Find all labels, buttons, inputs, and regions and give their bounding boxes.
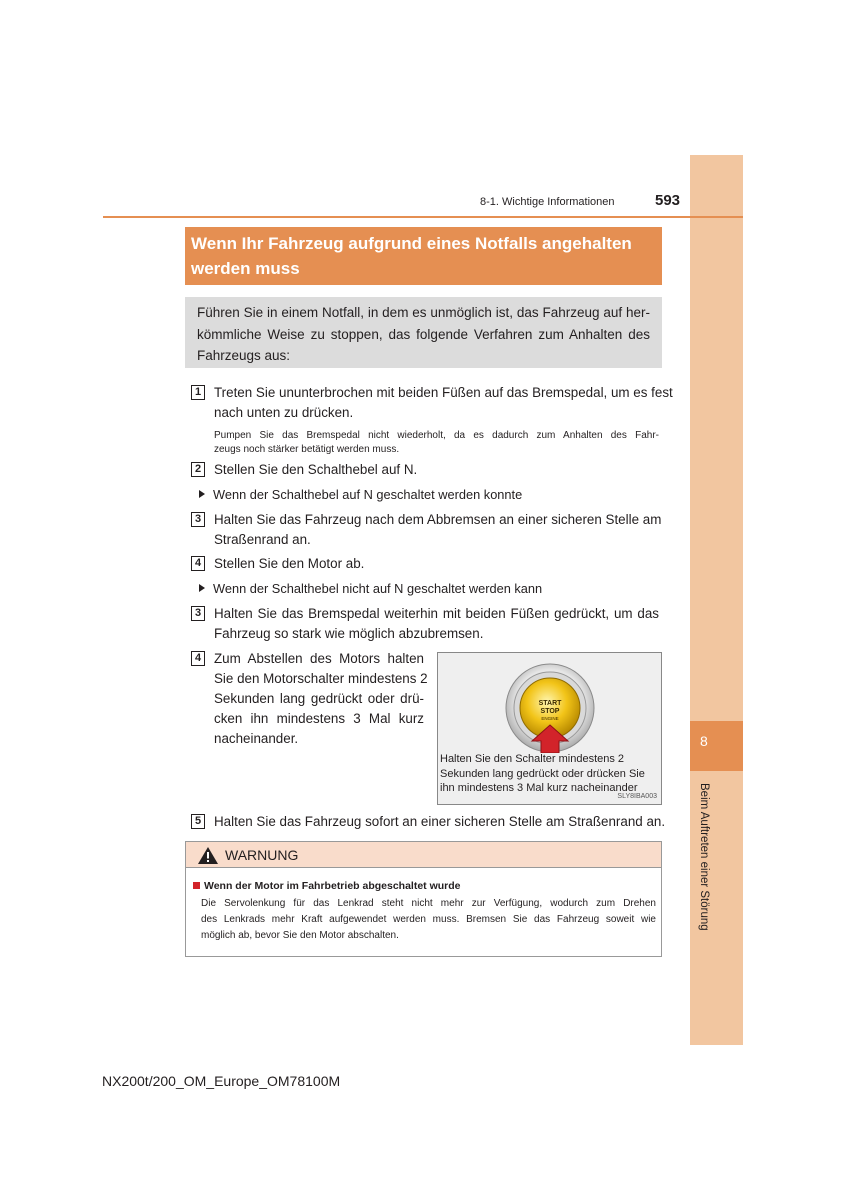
footer-doc-id: NX200t/200_OM_Europe_OM78100M [102,1073,341,1089]
header-rule [103,216,743,218]
page-number: 593 [655,192,681,209]
step-text-line4: cken ihn mindestens 3 Mal kurz [214,711,424,726]
button-label-start: START [538,700,562,707]
step-text-line3: Sekunden lang gedrückt oder drü- [214,691,424,706]
step-text-line5: nacheinander. [214,731,299,746]
step-text-line1: Treten Sie ununterbrochen mit beiden Füßen auf das Bremspedal, um es fest [214,385,673,400]
red-square-bullet-icon [193,882,200,889]
warning-body-line2: des Lenkrads mehr Kraft aufgewendet werden muss. Bremsen Sie das Fahrzeug soweit wie [201,914,656,925]
button-label-engine: ENGINE [541,716,559,721]
step-number: 5 [191,814,205,829]
step-1-note [214,429,659,457]
step-number: 4 [191,556,205,571]
case-heading-a [199,485,522,505]
step-text-line2: Fahrzeug so stark wie möglich abzubremsen. [214,626,484,641]
step-text-line2: nach unten zu drücken. [214,405,354,420]
section-title [185,227,662,285]
warning-heading-text: Wenn der Motor im Fahrbetrieb abgeschaltet wurde [204,880,461,892]
warning-body [201,896,656,944]
step-text: Halten Sie das Fahrzeug sofort an einer sicheren Stelle am Straßenrand an. [214,814,666,829]
intro-box [185,297,662,368]
chapter-title: Beim Auftreten einer Störung [698,783,710,931]
warning-label: WARNUNG [225,847,299,863]
section-title-line2: werden muss [191,259,300,278]
button-label-stop: STOP [540,708,560,715]
note-line2: zeugs noch stärker betätigt werden muss. [214,444,400,455]
engine-switch-illustration [438,653,661,753]
case-heading-text: Wenn der Schalthebel nicht auf N geschaltet werden kann [213,581,543,596]
step-number: 3 [191,512,205,527]
chapter-number: 8 [700,733,708,749]
triangle-bullet-icon [199,584,205,592]
step-number: 4 [191,651,205,666]
caption-line3: ihn mindestens 3 Mal kurz nacheinander [440,782,638,794]
step-number: 3 [191,606,205,621]
intro-line3: Fahrzeugs aus: [197,348,291,363]
step-text-line2: Straßenrand an. [214,532,311,547]
warning-bar [186,842,661,868]
intro-line2: kömmliche Weise zu stoppen, das folgende Verfahren zum Anhalten des [197,326,650,342]
running-head: 8-1. Wichtige Informationen [480,196,615,208]
warning-icon [198,847,218,864]
figure-code: SLY8IBA003 [617,793,657,800]
step-text: Stellen Sie den Motor ab. [214,556,365,571]
case-heading-text: Wenn der Schalthebel auf N geschaltet werden konnte [213,487,523,502]
triangle-bullet-icon [199,490,205,498]
step-number: 1 [191,385,205,400]
chapter-side-tab [690,155,743,1045]
section-title-line1: Wenn Ihr Fahrzeug aufgrund eines Notfalls angehalten [191,234,632,253]
engine-switch-figure [437,652,662,805]
caption-line2: Sekunden lang gedrückt oder drücken Sie [440,767,645,780]
caption-line1: Halten Sie den Schalter mindestens 2 [440,753,625,765]
step-text: Stellen Sie den Schalthebel auf N. [214,462,418,477]
note-line1: Pumpen Sie das Bremspedal nicht wiederholt, da es dadurch zum Anhalten des Fahr- [214,430,659,441]
chapter-number-box [690,721,743,771]
warning-heading [193,880,461,892]
case-heading-b [199,579,542,599]
warning-box [185,841,662,957]
step-number: 2 [191,462,205,477]
step-text-line2: Sie den Motorschalter mindestens 2 [214,671,428,686]
step-text-line1: Halten Sie das Fahrzeug nach dem Abbremsen an einer sicheren Stelle am [214,512,662,527]
warning-body-line1: Die Servolenkung für das Lenkrad steht nicht mehr zur Verfügung, wodurch zum Drehen [201,898,656,909]
step-text-line1: Zum Abstellen des Motors halten [214,651,424,666]
intro-line1: Führen Sie in einem Notfall, in dem es unmöglich ist, das Fahrzeug auf her- [197,305,650,320]
step-text-line1: Halten Sie das Bremspedal weiterhin mit beiden Füßen gedrückt, um das [214,606,659,621]
warning-body-line3: möglich ab, bevor Sie den Motor abschalten. [201,930,399,941]
figure-caption [440,752,645,796]
